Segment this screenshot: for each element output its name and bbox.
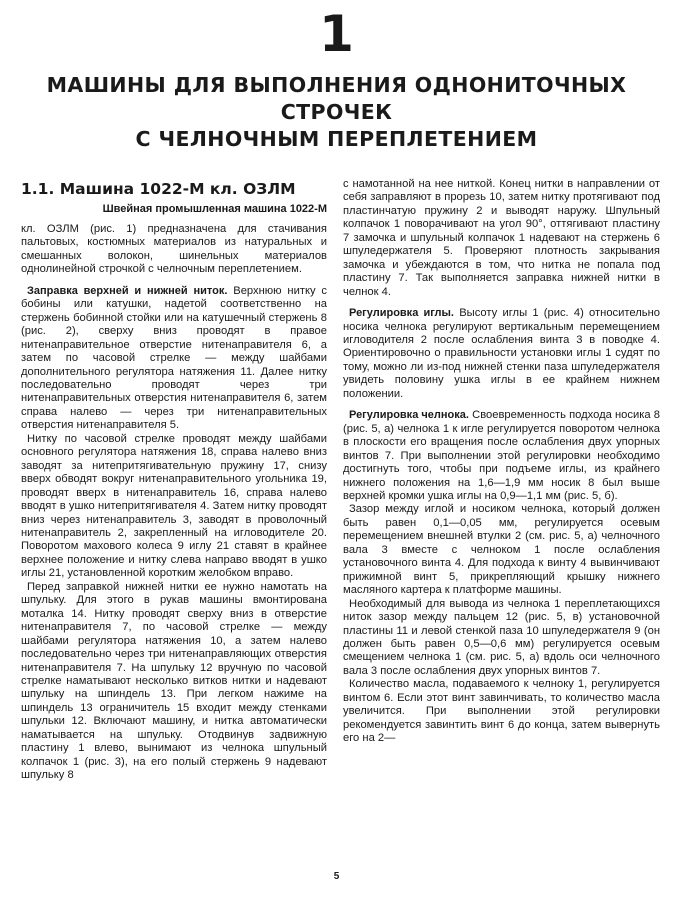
threading-paragraph-3: Перед заправкой нижней нитки ее нужно намотать на шпульку. Для этого в рукав машины вмонтирована моталка 14. Нитку проводят сверху вниз в отверстие нитенаправителя 7, по часовой стрелке — между шайбами регулятора натяжения 10, а затем налево последовательно через три нитенаправляющих отверстия нитенаправителя 7. На шпульку 12 вручную по часовой стрелке наматывают несколько витков нитки и надевают шпульку на шпиндель 13. При легком нажиме на шпиндель 13 ограничитель 15 входит между стенками шпульки 12. Включают машину, и нитка автоматически наматывается на шпульку. Отодвинув задвижную пластину 1 влево, вынимают из челнока шпульный колпачок 1 (рис. 3), на его полый стержень 9 надевают шпульку 8 bbox=[21, 580, 327, 782]
chapter-title-line-2: С ЧЕЛНОЧНЫМ ПЕРЕПЛЕТЕНИЕМ bbox=[135, 127, 538, 151]
continued-paragraph: с намотанной на нее ниткой. Конец нитки в направлении от себя заправляют в прорезь 10, затем нитку протягивают под пластинчатую пружину 2 и выводят наружу. Шпульный колпачок 1 поворачивают на угол 90°, оттягивают пластину 7 замочка и шпульный колпачок 1 надевают на стержень 6 шпуледержателя 5. Проверяют плотность закрывания замочка и убеждаются в том, что нитка не попала под пластину 7. Так выполняется заправка нижней нитки в челнок 4. bbox=[343, 178, 660, 298]
shuttle-paragraph-1 bbox=[343, 409, 660, 503]
threading-heading: Заправка верхней и нижней ниток. bbox=[27, 284, 228, 297]
page-number: 5 bbox=[333, 871, 340, 882]
shuttle-paragraph-3: Необходимый для вывода из челнока 1 переплетающихся ниток зазор между пальцем 12 (рис. 5, в) установочной пластины 11 и левой стенкой паза 10 шпуледержателя 9 (он должен быть равен 0,5—0,6 мм) регулируется осевым смещением челнока 1 (см. рис. 5, а) вдоль оси челночного вала 3 после ослабления двух упорных винтов 7. bbox=[343, 597, 660, 677]
needle-paragraph bbox=[343, 307, 660, 401]
shuttle-paragraph-4: Количество масла, подаваемого к челноку 1, регулируется винтом 6. Если этот винт завинчивать, то количество масла увеличится. При выполнении этой регулировки рекомендуется завинтить винт 6 до конца, затем вывернуть его на 2— bbox=[343, 678, 660, 745]
shuttle-text-1: Своевременность подхода носика 8 (рис. 5, а) челнока 1 к игле регулируется поворотом челнока в плоскости его вращения после ослабления двух упорных винтов 7. При выполнении этой регулировки необходимо достигнуть того, чтобы при подъеме иглы, из крайнего нижнего положения на 1,6—1,9 мм носик 8 был выше верхней кромки ушка иглы на 0,9—1,1 мм (рис. 5, б). bbox=[343, 409, 660, 502]
intro-paragraph: кл. ОЗЛМ (рис. 1) предназначена для стачивания пальтовых, костюмных материалов из натуральных и смешанных волокон, шинельных материалов однолинейной строчкой с челночным переплетением. bbox=[21, 223, 327, 276]
right-column bbox=[343, 178, 660, 746]
chapter-title bbox=[0, 72, 673, 153]
threading-text-1: Верхнюю нитку с бобины или катушки, надетой соответственно на стержень бобинной стойки или на катушечный стержень 8 (рис. 2), сверху вниз проводят в правое нитенаправительное отверстие нитенаправителя 6, а затем по часовой стрелке — между шайбами дополнительного регулятора натяжения 11. Далее нитку последовательно проводят через три нитенаправительных отверстия нитенаправителя 6, затем справа налево — через три нитенаправительных отверстия нитенаправителя 5. bbox=[21, 284, 327, 432]
shuttle-heading: Регулировка челнока. bbox=[349, 409, 469, 422]
section-subtitle: Швейная промышленная машина 1022-М bbox=[102, 203, 327, 215]
needle-text: Высоту иглы 1 (рис. 4) относительно носика челнока регулируют вертикальным перемещением игловодителя 2 после ослабления винта 3 в поводке 4. Ориентировочно о правильности установки иглы 1 судят по тому, можно ли из-под нижней стенки паза шпуледержателя увидеть половину ушка иглы в ее крайнем нижнем положении. bbox=[343, 307, 660, 400]
threading-paragraph-1 bbox=[21, 285, 327, 433]
chapter-title-line-1: МАШИНЫ ДЛЯ ВЫПОЛНЕНИЯ ОДНОНИТОЧНЫХ СТРОЧЕК bbox=[46, 73, 627, 124]
left-column bbox=[21, 180, 327, 783]
threading-paragraph-2: Нитку по часовой стрелке проводят между шайбами основного регулятора натяжения 18, справа налево вниз заводят за нитепритягивательную пружину 17, снизу вверх обводят вокруг нитенаправительного угольника 19, проводят вверх в нитенаправитель 16, справа налево вводят в ушко нитепритягивателя 4. Затем нитку проводят вниз через нитенаправитель 3, заводят в проволочный нитенаправитель 2, закрепленный на игловодителе 20. Поворотом махового колеса 9 иглу 21 ставят в крайнее верхнее положение и нитку слева направо вводят в ушко иглы 21, установленной коротким желобком вправо. bbox=[21, 432, 327, 580]
section-title: 1.1. Машина 1022-М кл. ОЗЛМ bbox=[21, 180, 296, 198]
needle-heading: Регулировка иглы. bbox=[349, 307, 454, 320]
chapter-number: 1 bbox=[319, 5, 354, 63]
shuttle-paragraph-2: Зазор между иглой и носиком челнока, который должен быть равен 0,1—0,05 мм, регулируется осевым перемещением внешней втулки 2 (см. рис. 5, а) челночного вала 3 вместе с челноком 1 после ослабления установочного винта 4. Для подхода к винту 4 вывинчивают прижимной винт 5, прикрепляющий крышку нижнего масляного картера к платформе машины. bbox=[343, 503, 660, 597]
